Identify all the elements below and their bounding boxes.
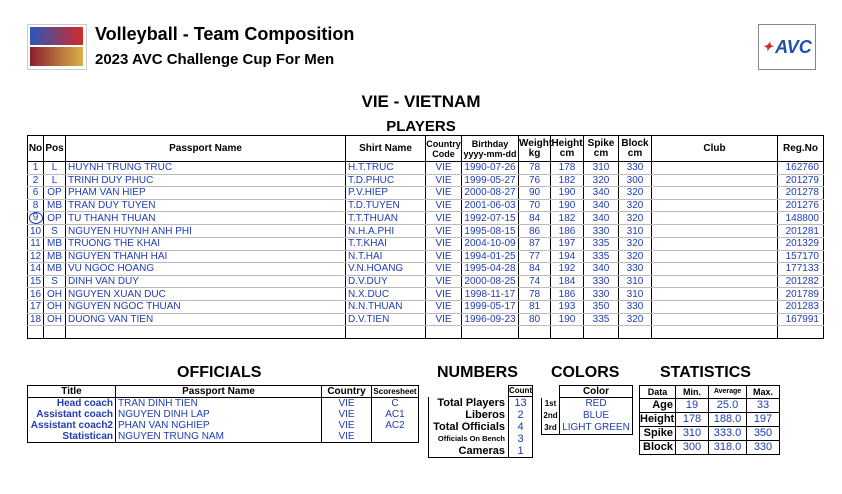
empty-cell bbox=[652, 326, 778, 339]
player-shirt-name: T.D.TUYEN bbox=[346, 199, 426, 212]
player-weight: 80 bbox=[519, 313, 551, 326]
player-spike: 330 bbox=[584, 225, 619, 238]
player-club bbox=[652, 174, 778, 187]
player-spike: 320 bbox=[584, 174, 619, 187]
player-reg-no: 201281 bbox=[778, 225, 824, 238]
numbers-label: Total Players bbox=[429, 397, 509, 410]
player-weight: 70 bbox=[519, 199, 551, 212]
player-country: VIE bbox=[426, 199, 462, 212]
player-row bbox=[28, 237, 824, 250]
player-birthday: 1992-07-15 bbox=[462, 212, 519, 225]
player-row bbox=[28, 187, 824, 200]
official-country: VIE bbox=[322, 409, 372, 420]
officials-col-title: Title bbox=[28, 386, 116, 398]
captain-marker: 9 bbox=[29, 212, 43, 224]
player-spike: 340 bbox=[584, 212, 619, 225]
numbers-label: Cameras bbox=[429, 445, 509, 458]
player-reg-no: 201278 bbox=[778, 187, 824, 200]
stats-label: Age bbox=[640, 399, 676, 413]
col-passport-name: Passport Name bbox=[66, 136, 346, 162]
stats-col-data: Data bbox=[640, 386, 676, 399]
player-club bbox=[652, 225, 778, 238]
col-pos: Pos bbox=[44, 136, 66, 162]
player-no: 2 bbox=[28, 174, 44, 187]
player-weight: 87 bbox=[519, 237, 551, 250]
player-passport-name: DINH VAN DUY bbox=[66, 275, 346, 288]
player-weight: 84 bbox=[519, 212, 551, 225]
numbers-value: 1 bbox=[509, 445, 533, 458]
officials-title: OFFICIALS bbox=[177, 364, 262, 381]
player-weight: 84 bbox=[519, 263, 551, 276]
colors-blank-header bbox=[542, 386, 560, 398]
empty-cell bbox=[778, 326, 824, 339]
color-row bbox=[542, 422, 633, 435]
avc-logo bbox=[758, 24, 816, 70]
col-weight: Weight kg bbox=[519, 136, 551, 162]
page-title: Volleyball - Team Composition bbox=[95, 24, 355, 44]
player-shirt-name: T.T.THUAN bbox=[346, 212, 426, 225]
player-block: 300 bbox=[619, 174, 652, 187]
player-shirt-name: N.H.A.PHI bbox=[346, 225, 426, 238]
players-table bbox=[27, 135, 824, 339]
official-name: NGUYEN TRUNG NAM bbox=[116, 431, 322, 443]
player-block: 320 bbox=[619, 237, 652, 250]
player-passport-name: HUYNH TRUNG TRUC bbox=[66, 162, 346, 175]
player-passport-name: TRUONG THE KHAI bbox=[66, 237, 346, 250]
empty-cell bbox=[66, 326, 346, 339]
player-passport-name: NGUYEN HUYNH ANH PHI bbox=[66, 225, 346, 238]
player-pos: MB bbox=[44, 199, 66, 212]
player-pos: OH bbox=[44, 313, 66, 326]
logo-banner-bottom bbox=[30, 47, 83, 66]
stats-row bbox=[640, 441, 780, 455]
player-weight: 86 bbox=[519, 225, 551, 238]
player-no: 1 bbox=[28, 162, 44, 175]
player-pos: MB bbox=[44, 250, 66, 263]
player-weight: 81 bbox=[519, 300, 551, 313]
player-row bbox=[28, 174, 824, 187]
stats-max: 33 bbox=[747, 399, 780, 413]
player-country: VIE bbox=[426, 237, 462, 250]
col-country: Country Code bbox=[426, 136, 462, 162]
numbers-row bbox=[429, 397, 533, 410]
color-value: RED bbox=[560, 398, 633, 411]
player-country: VIE bbox=[426, 313, 462, 326]
col-reg-no: Reg.No bbox=[778, 136, 824, 162]
stats-label: Height bbox=[640, 413, 675, 425]
player-reg-no: 201279 bbox=[778, 174, 824, 187]
page-subtitle: 2023 AVC Challenge Cup For Men bbox=[95, 51, 335, 68]
official-title: Assistant coach2 bbox=[28, 420, 116, 431]
col-club: Club bbox=[652, 136, 778, 162]
player-club bbox=[652, 288, 778, 301]
stats-max: 330 bbox=[747, 441, 780, 455]
colors-title: COLORS bbox=[551, 364, 620, 381]
player-block: 320 bbox=[619, 187, 652, 200]
official-title: Head coach bbox=[28, 398, 116, 410]
team-name: VIE - VIETNAM bbox=[361, 92, 481, 111]
player-no: 10 bbox=[28, 225, 44, 238]
player-birthday: 2004-10-09 bbox=[462, 237, 519, 250]
player-birthday: 1996-09-23 bbox=[462, 313, 519, 326]
stats-min: 178 bbox=[676, 413, 709, 427]
numbers-row bbox=[429, 445, 533, 458]
player-reg-no: 201276 bbox=[778, 199, 824, 212]
colors-col-color: Color bbox=[560, 386, 633, 398]
player-row bbox=[28, 313, 824, 326]
empty-cell bbox=[462, 326, 519, 339]
player-pos: S bbox=[44, 275, 66, 288]
stats-col-max: Max. bbox=[747, 386, 780, 399]
officials-col-scoresheet: Scoresheet bbox=[373, 387, 417, 396]
player-row bbox=[28, 199, 824, 212]
player-birthday: 2001-06-03 bbox=[462, 199, 519, 212]
player-no: 15 bbox=[28, 275, 44, 288]
player-height: 186 bbox=[551, 225, 584, 238]
empty-cell bbox=[519, 326, 551, 339]
player-block: 310 bbox=[619, 288, 652, 301]
player-block: 330 bbox=[619, 162, 652, 175]
volleyball-figure-icon: ✦ bbox=[762, 39, 774, 54]
player-pos: OH bbox=[44, 300, 66, 313]
stats-col-average: Average bbox=[709, 386, 747, 399]
player-spike: 350 bbox=[584, 300, 619, 313]
player-passport-name: NGUYEN NGOC THUAN bbox=[66, 300, 346, 313]
player-block: 310 bbox=[619, 275, 652, 288]
officials-table bbox=[27, 385, 419, 443]
player-club bbox=[652, 162, 778, 175]
player-no: 12 bbox=[28, 250, 44, 263]
player-club bbox=[652, 300, 778, 313]
color-row bbox=[542, 410, 633, 422]
player-spike: 340 bbox=[584, 199, 619, 212]
player-reg-no: 201329 bbox=[778, 237, 824, 250]
player-row bbox=[28, 225, 824, 238]
stats-label: Block bbox=[640, 441, 676, 455]
player-block: 320 bbox=[619, 212, 652, 225]
player-height: 190 bbox=[551, 187, 584, 200]
player-spike: 330 bbox=[584, 288, 619, 301]
player-row bbox=[28, 162, 824, 175]
player-reg-no: 162760 bbox=[778, 162, 824, 175]
player-reg-no: 201282 bbox=[778, 275, 824, 288]
player-height: 194 bbox=[551, 250, 584, 263]
player-no: 16 bbox=[28, 288, 44, 301]
statistics-title: STATISTICS bbox=[660, 364, 751, 381]
player-row bbox=[28, 275, 824, 288]
player-club bbox=[652, 313, 778, 326]
player-spike: 340 bbox=[584, 263, 619, 276]
player-height: 186 bbox=[551, 288, 584, 301]
official-row bbox=[28, 420, 419, 431]
numbers-col-count: Count bbox=[509, 386, 533, 395]
stats-average: 318.0 bbox=[709, 441, 747, 455]
official-scoresheet: AC2 bbox=[372, 420, 419, 431]
player-pos: OH bbox=[44, 288, 66, 301]
numbers-value: 3 bbox=[509, 433, 533, 445]
player-country: VIE bbox=[426, 288, 462, 301]
empty-cell bbox=[584, 326, 619, 339]
numbers-value: 13 bbox=[509, 397, 533, 410]
player-row-empty bbox=[28, 326, 824, 339]
player-pos: S bbox=[44, 225, 66, 238]
official-scoresheet bbox=[372, 431, 419, 443]
player-block: 320 bbox=[619, 199, 652, 212]
color-value: BLUE bbox=[560, 410, 633, 422]
player-height: 197 bbox=[551, 237, 584, 250]
official-name: NGUYEN DINH LAP bbox=[116, 409, 322, 420]
player-shirt-name: N.X.DUC bbox=[346, 288, 426, 301]
player-weight: 77 bbox=[519, 250, 551, 263]
player-shirt-name: T.D.PHUC bbox=[346, 174, 426, 187]
player-birthday: 1990-07-26 bbox=[462, 162, 519, 175]
official-title: Assistant coach bbox=[28, 409, 116, 420]
numbers-label: Total Officials bbox=[429, 421, 509, 433]
player-row bbox=[28, 250, 824, 263]
player-passport-name: VU NGOC HOANG bbox=[66, 263, 346, 276]
player-country: VIE bbox=[426, 162, 462, 175]
player-country: VIE bbox=[426, 187, 462, 200]
player-shirt-name: H.T.TRUC bbox=[346, 162, 426, 175]
player-passport-name: DUONG VAN TIEN bbox=[66, 313, 346, 326]
official-scoresheet: C bbox=[372, 398, 419, 410]
player-reg-no: 177133 bbox=[778, 263, 824, 276]
stats-average: 333.0 bbox=[709, 427, 747, 441]
player-row bbox=[28, 300, 824, 313]
col-birthday: Birthday yyyy-mm-dd bbox=[462, 136, 519, 162]
player-birthday: 1999-05-17 bbox=[462, 300, 519, 313]
player-spike: 335 bbox=[584, 313, 619, 326]
player-weight: 90 bbox=[519, 187, 551, 200]
stats-min: 310 bbox=[676, 427, 709, 441]
stats-row bbox=[640, 413, 780, 427]
col-height: Height cm bbox=[551, 136, 584, 162]
player-shirt-name: N.T.HAI bbox=[346, 250, 426, 263]
player-spike: 335 bbox=[584, 237, 619, 250]
officials-col-country: Country bbox=[322, 386, 372, 398]
player-country: VIE bbox=[426, 275, 462, 288]
numbers-table bbox=[428, 385, 533, 458]
official-row bbox=[28, 398, 419, 410]
player-row bbox=[28, 212, 824, 225]
player-pos: OP bbox=[44, 187, 66, 200]
players-header-row bbox=[28, 136, 824, 162]
player-no: 11 bbox=[28, 237, 44, 250]
player-reg-no: 201283 bbox=[778, 300, 824, 313]
player-birthday: 2000-08-27 bbox=[462, 187, 519, 200]
competition-logo bbox=[27, 24, 87, 70]
official-country: VIE bbox=[322, 431, 372, 443]
official-row bbox=[28, 409, 419, 420]
numbers-value: 2 bbox=[509, 409, 533, 421]
numbers-row bbox=[429, 409, 533, 421]
player-country: VIE bbox=[426, 212, 462, 225]
stats-row bbox=[640, 427, 780, 441]
color-order: 2nd bbox=[543, 411, 558, 420]
player-club bbox=[652, 275, 778, 288]
player-height: 190 bbox=[551, 199, 584, 212]
player-row bbox=[28, 288, 824, 301]
player-birthday: 1994-01-25 bbox=[462, 250, 519, 263]
player-passport-name: NGUYEN XUAN DUC bbox=[66, 288, 346, 301]
avc-logo-text: AVC bbox=[775, 36, 812, 57]
player-shirt-name: P.V.HIEP bbox=[346, 187, 426, 200]
empty-cell bbox=[551, 326, 584, 339]
player-no: 18 bbox=[28, 313, 44, 326]
player-block: 330 bbox=[619, 263, 652, 276]
empty-cell bbox=[44, 326, 66, 339]
stats-label: Spike bbox=[640, 427, 676, 441]
player-club bbox=[652, 250, 778, 263]
player-height: 184 bbox=[551, 275, 584, 288]
player-block: 320 bbox=[619, 313, 652, 326]
stats-row bbox=[640, 399, 780, 413]
player-block: 330 bbox=[619, 300, 652, 313]
player-pos: OP bbox=[44, 212, 66, 225]
player-shirt-name: T.T.KHAI bbox=[346, 237, 426, 250]
player-shirt-name: V.N.HOANG bbox=[346, 263, 426, 276]
player-club bbox=[652, 263, 778, 276]
player-club bbox=[652, 237, 778, 250]
player-pos: L bbox=[44, 162, 66, 175]
player-country: VIE bbox=[426, 174, 462, 187]
player-passport-name: TU THANH THUAN bbox=[66, 212, 346, 225]
player-spike: 330 bbox=[584, 275, 619, 288]
player-pos: MB bbox=[44, 263, 66, 276]
player-row bbox=[28, 263, 824, 276]
player-birthday: 1995-08-15 bbox=[462, 225, 519, 238]
players-title: PLAYERS bbox=[386, 118, 456, 135]
player-height: 190 bbox=[551, 313, 584, 326]
player-club bbox=[652, 187, 778, 200]
player-passport-name: PHAM VAN HIEP bbox=[66, 187, 346, 200]
player-no: 8 bbox=[28, 199, 44, 212]
numbers-label: Officials On Bench bbox=[429, 433, 509, 445]
player-spike: 310 bbox=[584, 162, 619, 175]
empty-cell bbox=[28, 326, 44, 339]
player-country: VIE bbox=[426, 250, 462, 263]
player-height: 182 bbox=[551, 174, 584, 187]
player-pos: MB bbox=[44, 237, 66, 250]
player-reg-no: 167991 bbox=[778, 313, 824, 326]
official-name: PHAN VAN NGHIEP bbox=[116, 420, 322, 431]
player-shirt-name: N.N.THUAN bbox=[346, 300, 426, 313]
empty-cell bbox=[346, 326, 426, 339]
player-no: 14 bbox=[28, 263, 44, 276]
col-no: No bbox=[28, 136, 44, 162]
officials-col-passport: Passport Name bbox=[116, 386, 322, 398]
empty-cell bbox=[619, 326, 652, 339]
player-birthday: 1995-04-28 bbox=[462, 263, 519, 276]
numbers-label: Liberos bbox=[429, 409, 509, 421]
player-birthday: 1999-05-27 bbox=[462, 174, 519, 187]
official-scoresheet: AC1 bbox=[372, 409, 419, 420]
player-no: 6 bbox=[28, 187, 44, 200]
stats-max: 350 bbox=[747, 427, 780, 441]
stats-max: 197 bbox=[747, 413, 780, 427]
col-block: Block cm bbox=[619, 136, 652, 162]
color-row bbox=[542, 398, 633, 411]
official-country: VIE bbox=[322, 420, 372, 431]
player-height: 192 bbox=[551, 263, 584, 276]
player-weight: 74 bbox=[519, 275, 551, 288]
numbers-row bbox=[429, 421, 533, 433]
player-club bbox=[652, 212, 778, 225]
player-reg-no: 148800 bbox=[778, 212, 824, 225]
stats-average: 188.0 bbox=[709, 413, 747, 427]
color-order: 1st bbox=[542, 398, 560, 411]
player-birthday: 2000-08-25 bbox=[462, 275, 519, 288]
player-weight: 78 bbox=[519, 162, 551, 175]
stats-min: 19 bbox=[676, 399, 709, 413]
player-country: VIE bbox=[426, 225, 462, 238]
player-height: 178 bbox=[551, 162, 584, 175]
player-block: 310 bbox=[619, 225, 652, 238]
numbers-blank-header bbox=[429, 386, 509, 397]
color-order: 3rd bbox=[542, 422, 560, 435]
official-row bbox=[28, 431, 419, 443]
player-country: VIE bbox=[426, 300, 462, 313]
col-shirt-name: Shirt Name bbox=[346, 136, 426, 162]
player-passport-name: TRINH DUY PHUC bbox=[66, 174, 346, 187]
player-passport-name: NGUYEN THANH HAI bbox=[66, 250, 346, 263]
color-value: LIGHT GREEN bbox=[560, 422, 633, 435]
player-spike: 340 bbox=[584, 187, 619, 200]
numbers-row bbox=[429, 433, 533, 445]
empty-cell bbox=[426, 326, 462, 339]
statistics-table bbox=[639, 385, 780, 455]
player-reg-no: 157170 bbox=[778, 250, 824, 263]
player-passport-name: TRAN DUY TUYEN bbox=[66, 199, 346, 212]
player-weight: 76 bbox=[519, 174, 551, 187]
player-spike: 335 bbox=[584, 250, 619, 263]
player-no: 17 bbox=[28, 300, 44, 313]
player-height: 193 bbox=[551, 300, 584, 313]
player-birthday: 1998-11-17 bbox=[462, 288, 519, 301]
stats-col-min: Min. bbox=[676, 386, 709, 399]
player-height: 182 bbox=[551, 212, 584, 225]
player-shirt-name: D.V.TIEN bbox=[346, 313, 426, 326]
player-weight: 78 bbox=[519, 288, 551, 301]
logo-banner-top bbox=[30, 27, 83, 45]
player-shirt-name: D.V.DUY bbox=[346, 275, 426, 288]
player-club bbox=[652, 199, 778, 212]
col-spike: Spike cm bbox=[584, 136, 619, 162]
stats-min: 300 bbox=[676, 441, 709, 455]
official-country: VIE bbox=[322, 398, 372, 410]
numbers-title: NUMBERS bbox=[437, 364, 518, 381]
player-pos: L bbox=[44, 174, 66, 187]
player-reg-no: 201789 bbox=[778, 288, 824, 301]
numbers-value: 4 bbox=[509, 421, 533, 433]
player-block: 320 bbox=[619, 250, 652, 263]
player-country: VIE bbox=[426, 263, 462, 276]
stats-average: 25.0 bbox=[709, 399, 747, 413]
official-name: TRAN DINH TIEN bbox=[116, 398, 322, 410]
official-title: Statistican bbox=[28, 431, 116, 443]
player-no bbox=[28, 212, 44, 225]
colors-table bbox=[541, 385, 633, 435]
